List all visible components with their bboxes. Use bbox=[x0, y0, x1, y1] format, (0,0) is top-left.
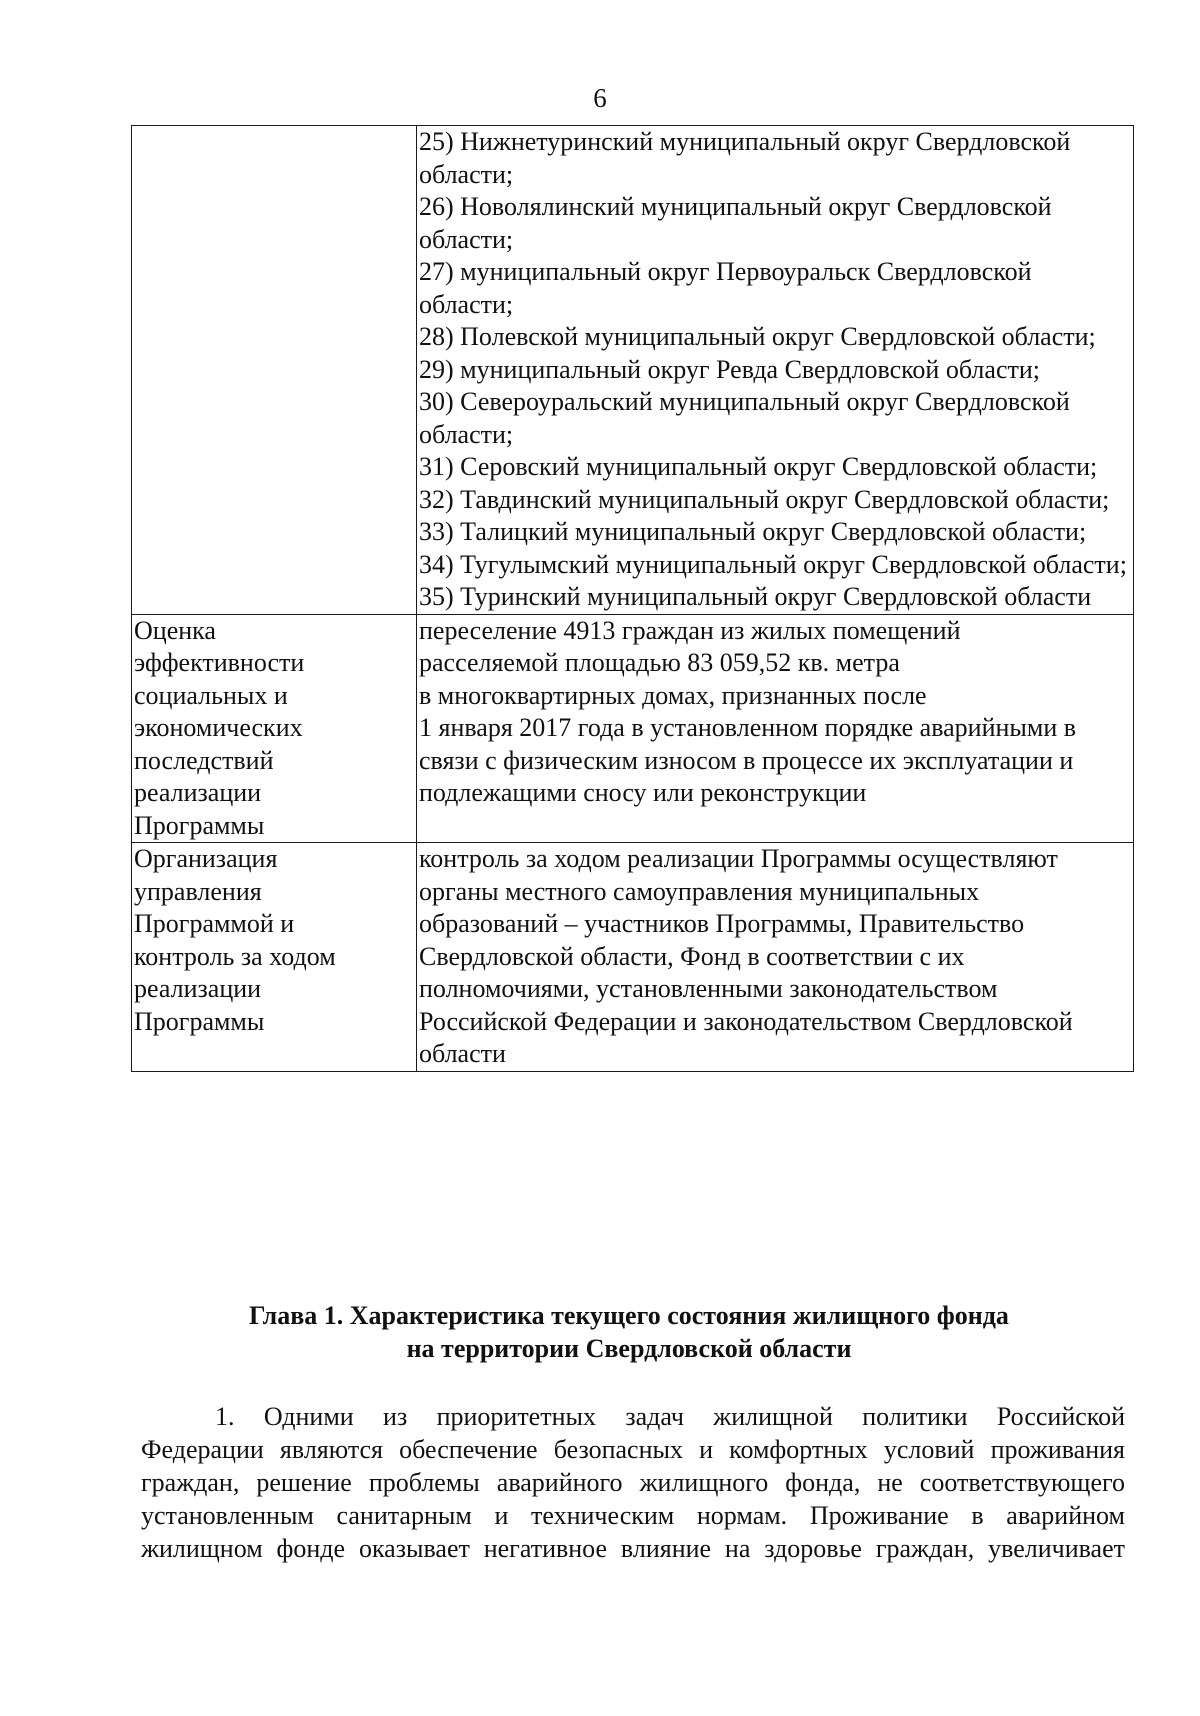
row-label-line: Программой и bbox=[134, 909, 295, 938]
row-value-line: органы местного самоуправления муниципальных bbox=[419, 876, 980, 906]
row-value-line: в многоквартирных домах, признанных после bbox=[419, 680, 927, 710]
row-label-line: эффективности bbox=[134, 648, 305, 677]
row-label-line: реализации bbox=[134, 778, 262, 807]
row-label-line: экономических bbox=[134, 713, 303, 742]
paragraph-line: 1. Одними из приоритетных задач жилищной политики Российской bbox=[215, 1402, 1125, 1431]
table-label-cell-efficiency bbox=[132, 614, 417, 843]
table-label-cell-management bbox=[132, 843, 417, 1072]
row-value-line: контроль за ходом реализации Программы осуществляют bbox=[419, 844, 1058, 873]
table-value-cell-efficiency bbox=[417, 614, 1134, 843]
municipality-list-item: 31) Серовский муниципальный округ Свердловской области; bbox=[419, 452, 1098, 481]
municipality-list-item: 29) муниципальный округ Ревда Свердловской области; bbox=[419, 354, 1040, 384]
paragraph-line: жилищном фонде оказывает негативное влияние на здоровье граждан, увеличивает bbox=[141, 1534, 1125, 1563]
municipality-list-item: 35) Туринский муниципальный округ Свердловской области bbox=[419, 582, 1092, 611]
row-label-line: Программы bbox=[134, 1006, 265, 1036]
table-row-program-management bbox=[132, 843, 1134, 1072]
row-label-line: Оценка bbox=[134, 615, 216, 645]
row-label-line: последствий bbox=[134, 745, 274, 775]
municipality-list-item: 32) Тавдинский муниципальный округ Свердловской области; bbox=[419, 484, 1110, 514]
body-paragraph bbox=[141, 1400, 1125, 1565]
municipality-list-item: 33) Талицкий муниципальный округ Свердловской области; bbox=[419, 517, 1087, 546]
chapter-heading bbox=[131, 1299, 1127, 1365]
program-passport-table bbox=[131, 125, 1134, 1072]
row-value-line: образований – участников Программы, Правительство bbox=[419, 909, 1025, 938]
row-value-line: связи с физическим износом в процессе их эксплуатации и bbox=[419, 745, 1074, 775]
row-value-line: 1 января 2017 года в установленном порядке аварийными в bbox=[419, 713, 1077, 742]
row-value-line: Российской Федерации и законодательством Свердловской bbox=[419, 1006, 1073, 1036]
municipality-list-item: 27) муниципальный округ Первоуральск Свердловской области; bbox=[419, 257, 1032, 319]
paragraph-line: граждан, решение проблемы аварийного жилищного фонда, не соответствующего bbox=[141, 1468, 1125, 1497]
municipality-list-item: 26) Новолялинский муниципальный округ Свердловской области; bbox=[419, 192, 1052, 254]
row-label-line: управления bbox=[134, 876, 262, 906]
chapter-heading-line: Глава 1. Характеристика текущего состояния жилищного фонда bbox=[249, 1301, 1009, 1330]
municipality-list-item: 28) Полевской муниципальный округ Свердловской области; bbox=[419, 322, 1096, 351]
table-row-municipalities bbox=[132, 126, 1134, 615]
municipality-list-item: 25) Нижнетуринский муниципальный округ Свердловской области; bbox=[419, 127, 1071, 189]
chapter-heading-line: на территории Свердловской области bbox=[406, 1334, 852, 1363]
row-value-line: полномочиями, установленными законодательством bbox=[419, 974, 998, 1003]
row-label-line: реализации bbox=[134, 974, 262, 1003]
table-value-cell-municipalities bbox=[417, 126, 1134, 615]
table-value-cell-management bbox=[417, 843, 1134, 1072]
row-label-line: Программы bbox=[134, 810, 265, 840]
row-value-line: подлежащими сносу или реконструкции bbox=[419, 778, 867, 807]
table-row-efficiency-assessment bbox=[132, 614, 1134, 843]
municipality-list-item: 30) Североуральский муниципальный округ Свердловской области; bbox=[419, 387, 1070, 449]
table-label-cell-empty bbox=[132, 126, 417, 615]
row-value-line: расселяемой площадью 83 059,52 кв. метра bbox=[419, 648, 900, 677]
row-label-line: контроль за ходом bbox=[134, 941, 336, 971]
row-value-line: переселение 4913 граждан из жилых помещений bbox=[419, 615, 961, 645]
municipality-list-item: 34) Тугулымский муниципальный округ Свердловской области; bbox=[419, 549, 1127, 579]
row-label-line: Организация bbox=[134, 844, 278, 873]
page-number: 6 bbox=[593, 83, 607, 113]
row-value-line: области bbox=[419, 1039, 506, 1068]
row-label-line: социальных и bbox=[134, 680, 288, 710]
paragraph-line: Федерации являются обеспечение безопасных и комфортных условий проживания bbox=[141, 1435, 1125, 1464]
paragraph-line: установленным санитарным и техническим нормам. Проживание в аварийном bbox=[141, 1501, 1125, 1530]
row-value-line: Свердловской области, Фонд в соответствии с их bbox=[419, 941, 965, 971]
